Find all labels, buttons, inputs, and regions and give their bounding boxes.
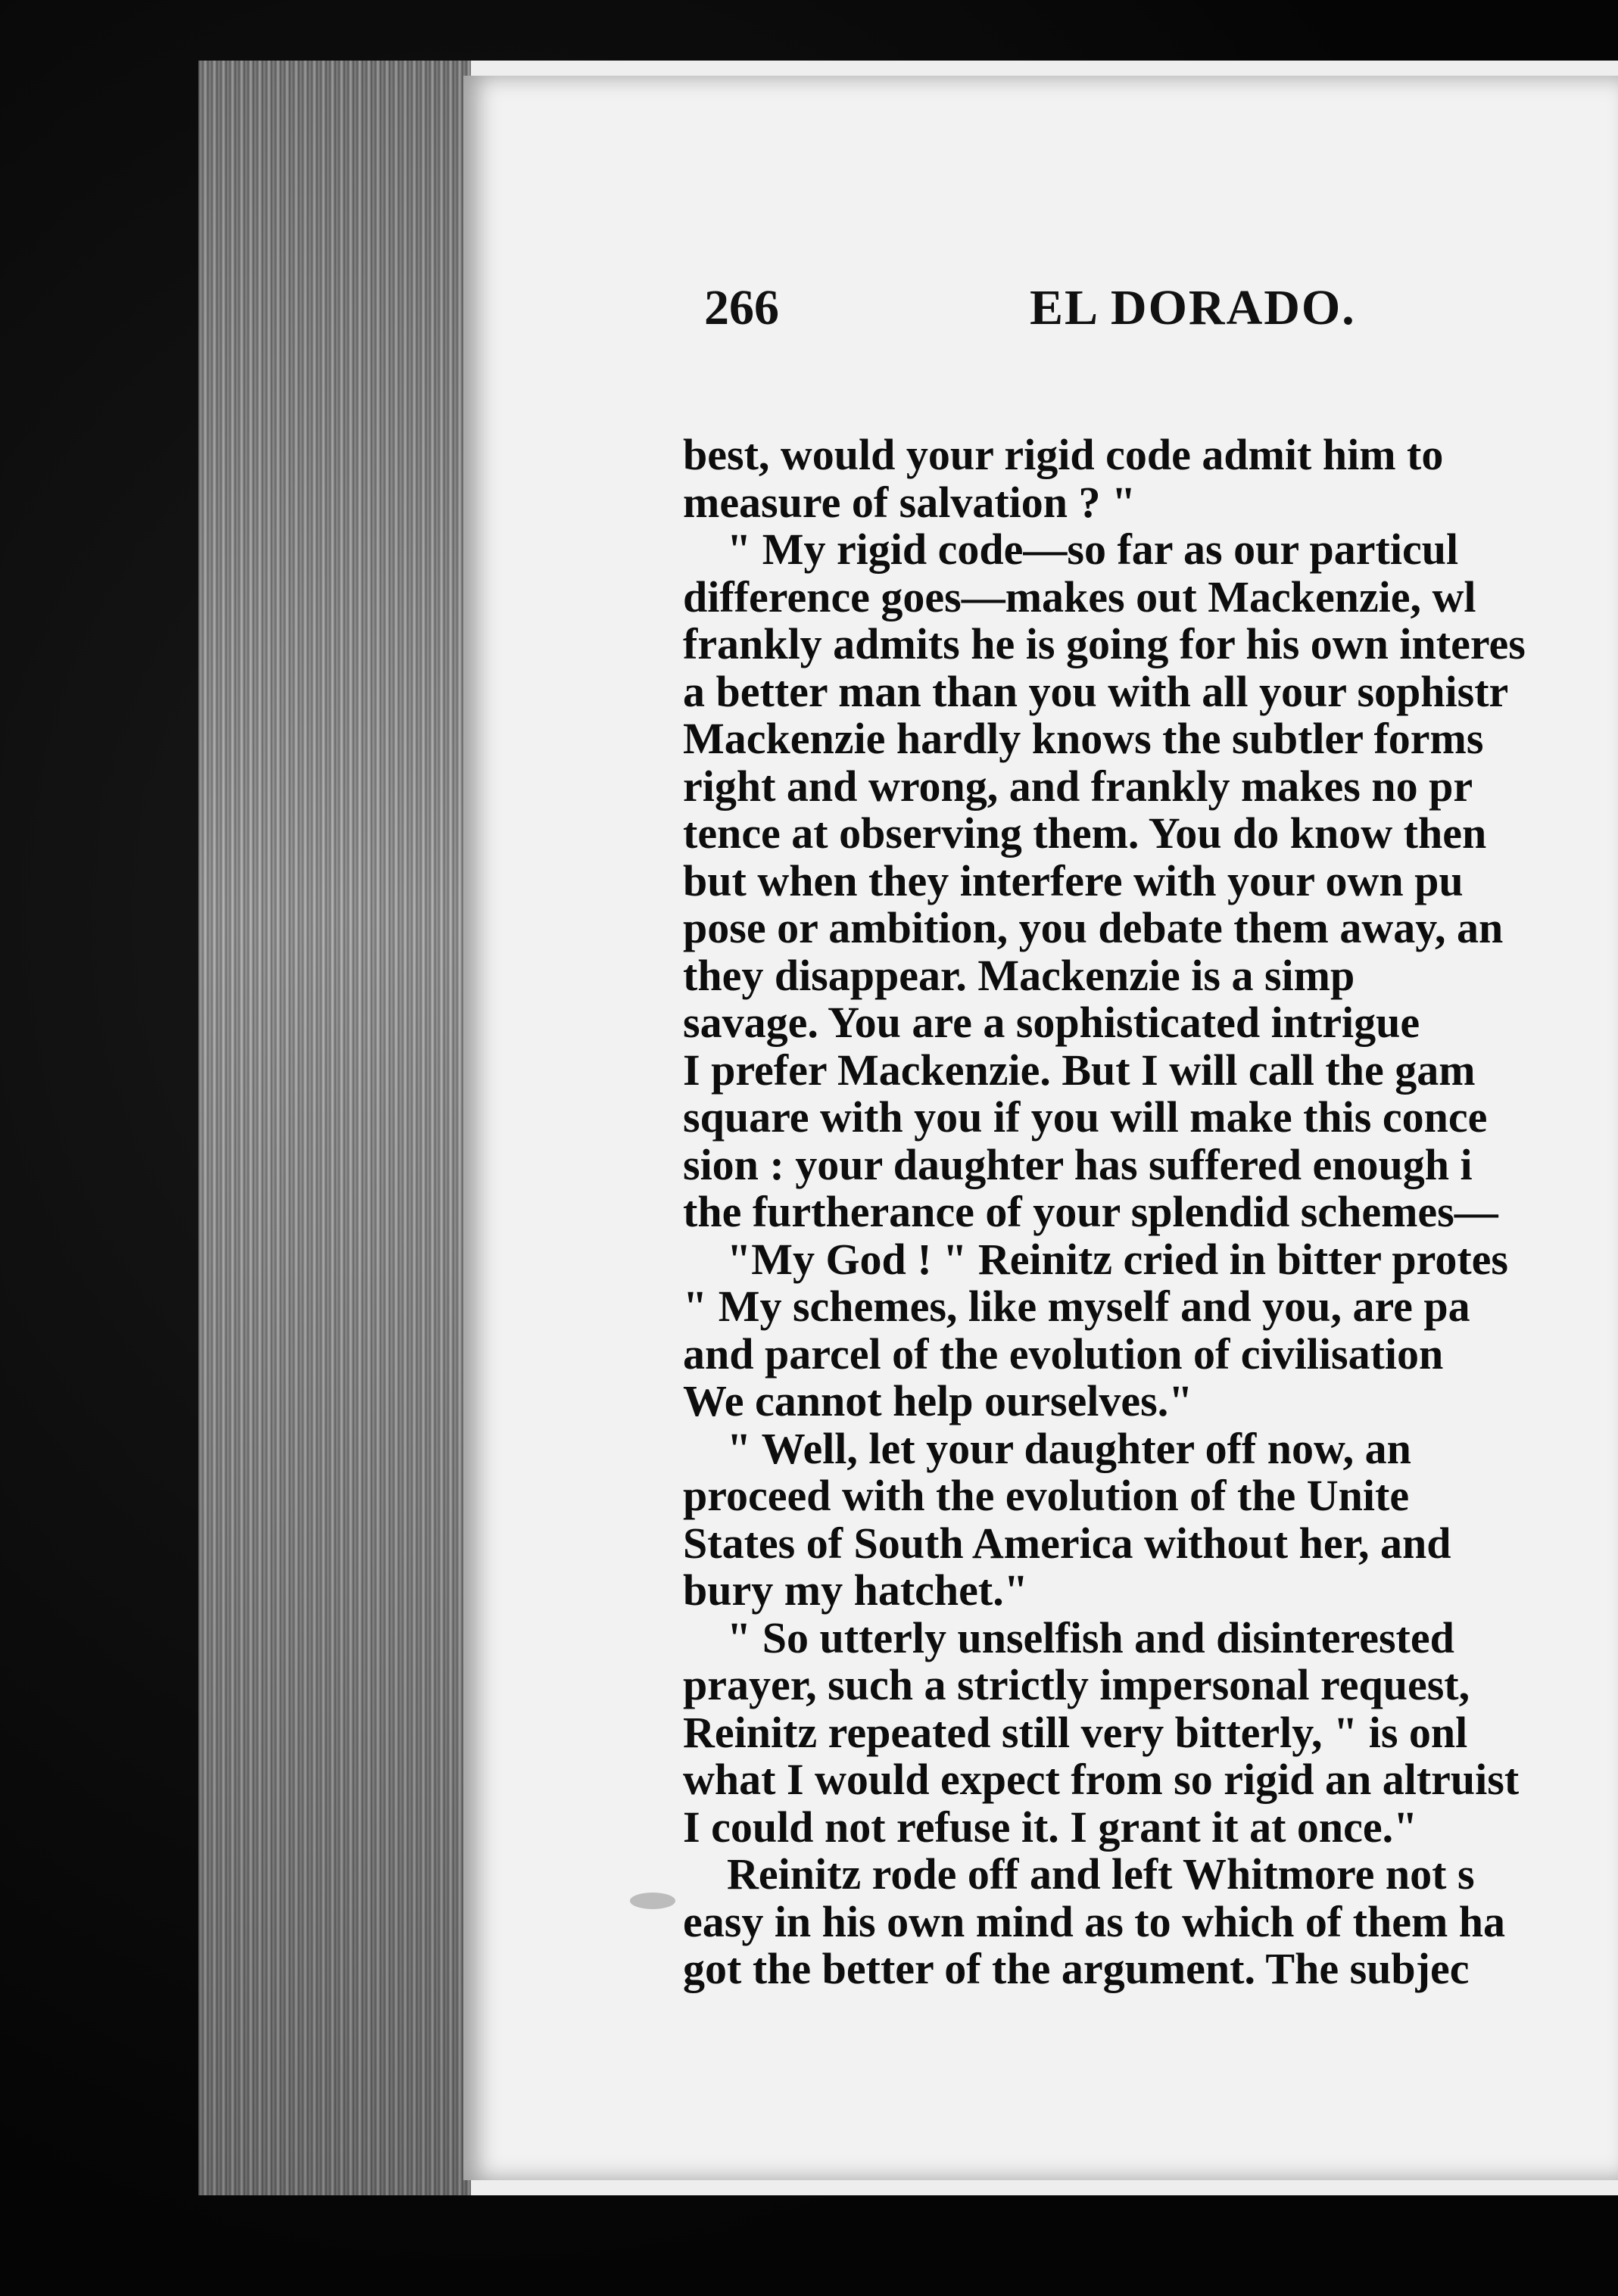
- text-line: they disappear. Mackenzie is a simp: [683, 950, 1355, 1000]
- page-number: 266: [704, 280, 779, 335]
- text-line: pose or ambition, you debate them away, an: [683, 903, 1504, 952]
- text-line: frankly admits he is going for his own interes: [683, 619, 1526, 668]
- ink-smudge: [630, 1893, 675, 1909]
- text-line: difference goes—makes out Mackenzie, wl: [683, 572, 1476, 622]
- book-page: [463, 76, 1618, 2180]
- text-line: easy in his own mind as to which of them ha: [683, 1896, 1506, 1946]
- text-line: but when they interfere with your own pu: [683, 855, 1464, 905]
- text-line: got the better of the argument. The subjec: [683, 1944, 1470, 1993]
- running-title: EL DORADO.: [1030, 280, 1356, 335]
- text-line: Reinitz repeated still very bitterly, " is onl: [683, 1707, 1468, 1757]
- text-line: savage. You are a sophisticated intrigue: [683, 998, 1420, 1047]
- text-line: " So utterly unselfish and disinterested: [727, 1612, 1454, 1662]
- text-line: States of South America without her, and: [683, 1518, 1451, 1568]
- text-line: square with you if you will make this conce: [683, 1092, 1488, 1142]
- text-line: " Well, let your daughter off now, an: [727, 1423, 1411, 1473]
- text-line: prayer, such a strictly impersonal request,: [683, 1660, 1470, 1709]
- text-line: bury my hatchet.": [683, 1565, 1028, 1615]
- text-line: " My rigid code—so far as our particul: [727, 525, 1459, 574]
- text-line: We cannot help ourselves.": [683, 1376, 1193, 1425]
- text-line: " My schemes, like myself and you, are pa: [683, 1282, 1470, 1331]
- page-header: [704, 274, 1618, 342]
- page-edges: [198, 61, 471, 2195]
- text-line: tence at observing them. You do know then: [683, 808, 1487, 858]
- text-line: measure of salvation ? ": [683, 477, 1136, 527]
- text-line: I prefer Mackenzie. But I will call the gam: [683, 1045, 1476, 1095]
- text-line: Reinitz rode off and left Whitmore not s: [727, 1849, 1475, 1899]
- text-line: "My God ! " Reinitz cried in bitter protes: [727, 1234, 1508, 1284]
- text-line: Mackenzie hardly knows the subtler forms: [683, 714, 1484, 763]
- text-line: the furtherance of your splendid schemes—: [683, 1187, 1498, 1236]
- text-line: a better man than you with all your sophistr: [683, 666, 1509, 716]
- text-line: proceed with the evolution of the Unite: [683, 1471, 1410, 1520]
- text-line: I could not refuse it. I grant it at once.": [683, 1802, 1418, 1852]
- text-line: sion : your daughter has suffered enough i: [683, 1139, 1473, 1189]
- text-line: what I would expect from so rigid an altruist: [683, 1755, 1520, 1804]
- text-line: right and wrong, and frankly makes no pr: [683, 761, 1473, 811]
- text-line: best, would your rigid code admit him to: [683, 430, 1444, 479]
- text-line: and parcel of the evolution of civilisation: [683, 1329, 1444, 1379]
- text-body: [683, 431, 1618, 1993]
